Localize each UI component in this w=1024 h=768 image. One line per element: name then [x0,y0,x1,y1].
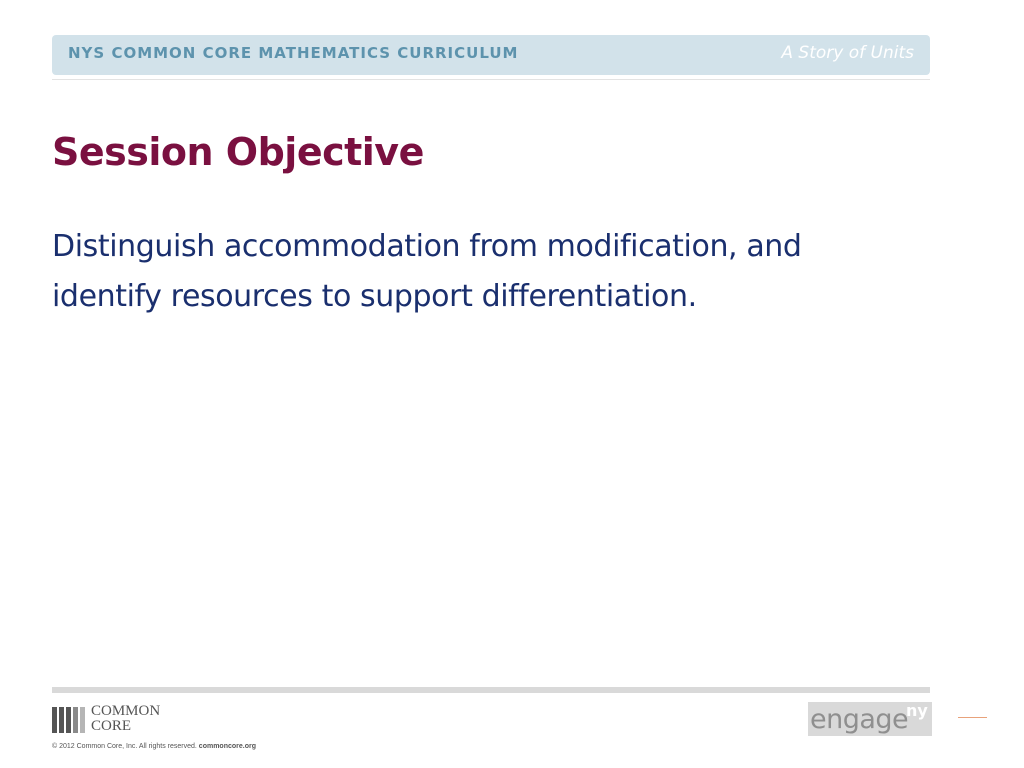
common-core-logo [52,704,182,734]
common-core-bars-icon [52,707,86,733]
series-title: A Story of Units [781,43,914,63]
slide-body-text: Distinguish accommodation from modification, and identify resources to support differentiation. [52,229,802,314]
copyright-notice [52,743,256,750]
copyright-site: commoncore.org [198,743,256,750]
engage-wordmark: engage [810,704,909,735]
copyright-text: © 2012 Common Core, Inc. All rights reserved. [52,743,197,750]
accent-line [958,717,987,718]
engage-superscript: ny [906,701,928,720]
engageny-logo [808,702,932,736]
header-divider [52,79,930,80]
curriculum-title: NYS COMMON CORE MATHEMATICS CURRICULUM [68,44,519,62]
common-core-wordmark [91,704,160,734]
common-core-line2: CORE [91,718,132,734]
common-core-line1: COMMON [91,703,161,719]
slide-title: Session Objective [52,130,424,174]
header-bar [52,35,930,75]
footer-divider [52,687,930,693]
